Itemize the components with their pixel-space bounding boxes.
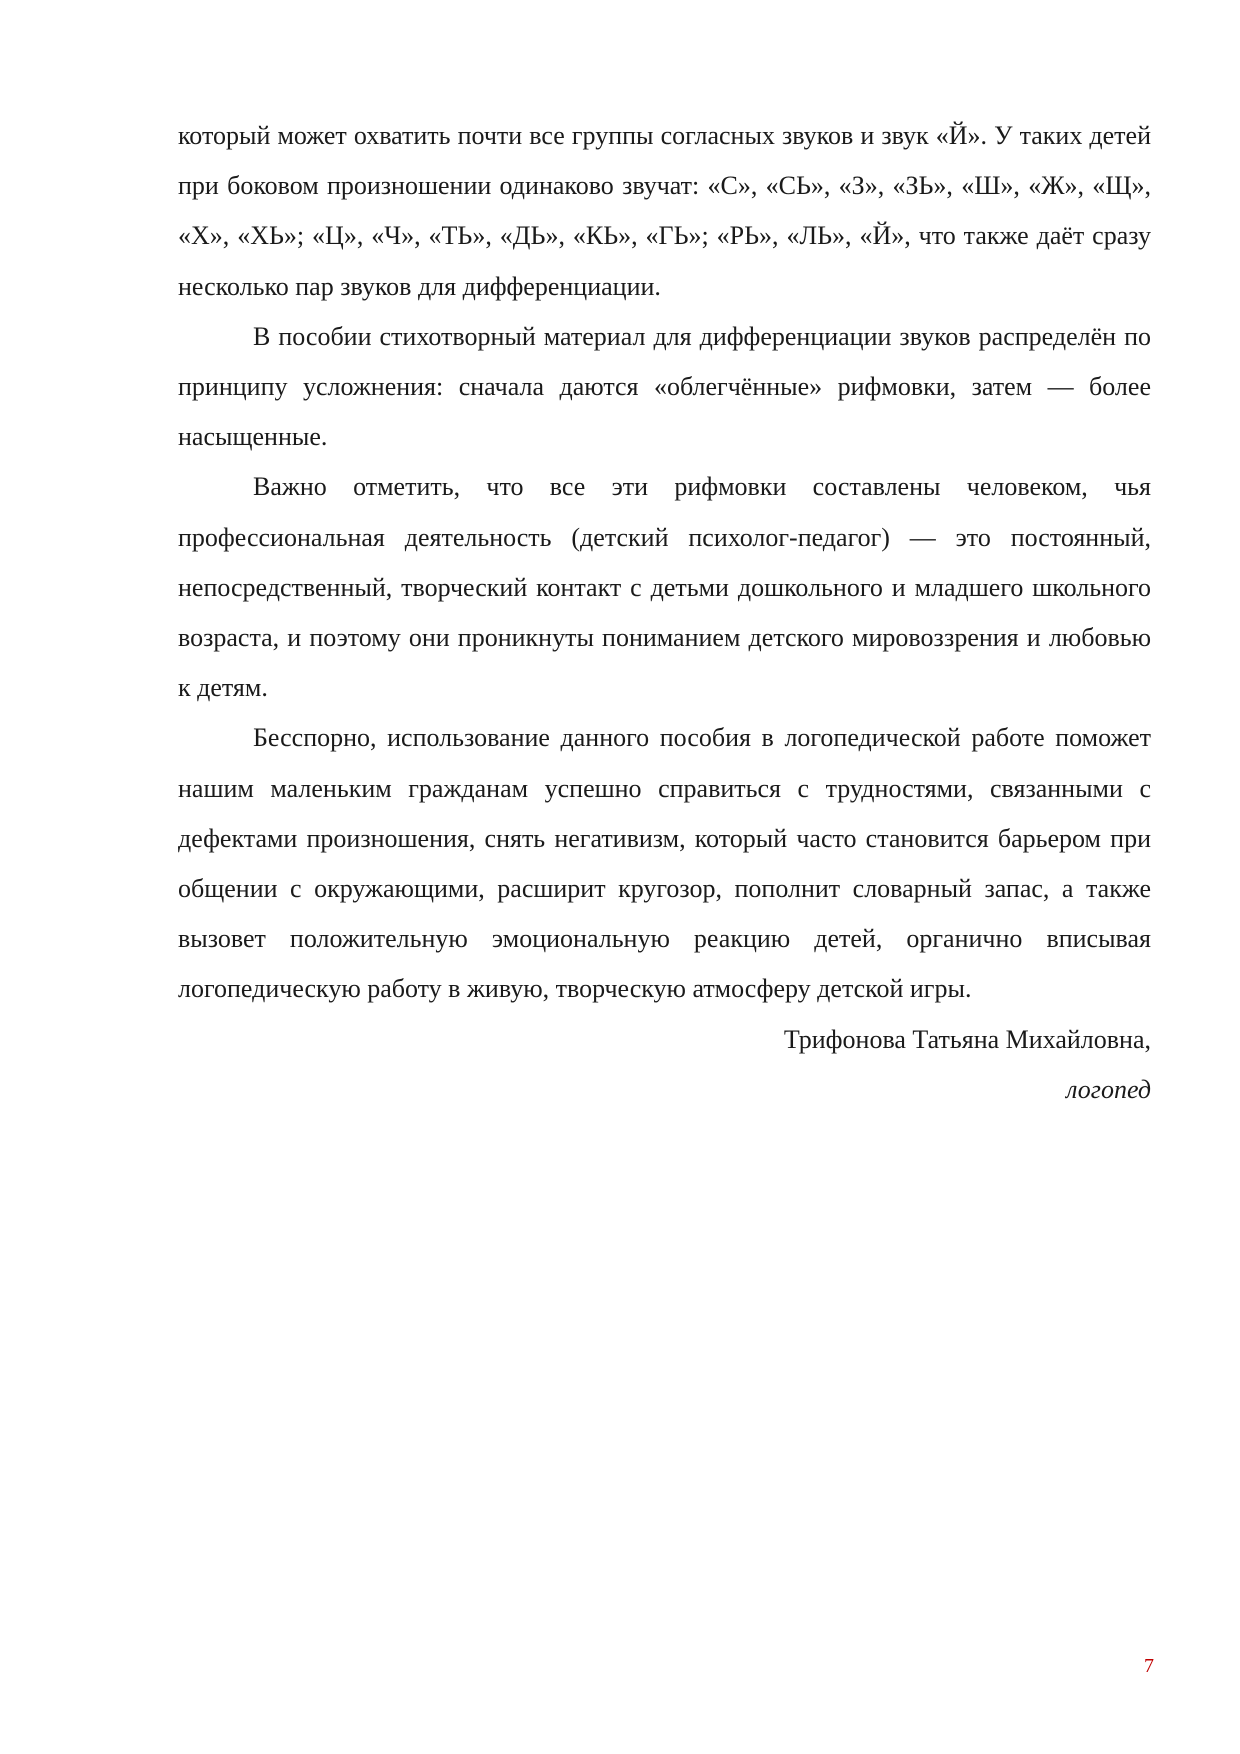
page-number: 7 [1144, 1655, 1154, 1677]
signature-role: логопед [1066, 1074, 1151, 1104]
paragraph-conclusion: Бесспорно, использование данного пособия в логопедической работе поможет нашим маленьким гражданам успешно справиться с трудностями, связанными с дефектами произношения, снять негативизм, который часто становится барьером при общении с окружающими, расширит кругозор, пополнит словарный запас, а также вызовет положительную эмоциональную реакцию детей, органично вписывая логопедическую работу в живую, творческую атмосферу детской игры. [178, 723, 1151, 1004]
body-text [178, 111, 1151, 1115]
signature-name: Трифонова Татьяна Михайловна, [783, 1024, 1151, 1054]
paragraph-author-note: Важно отметить, что все эти рифмовки составлены человеком, чья профессиональная деятельность (детский психолог-педагог) — это постоянный, непосредственный, творческий контакт с детьми дошкольного и младшего школьного возраста, и поэтому они проникнуты пониманием детского мировоззрения и любовью к детям. [178, 472, 1151, 703]
paragraph-material-distribution: В пособии стихотворный материал для дифференциации звуков распределён по принципу усложнения: сначала даются «облегчённые» рифмовки, затем — более насыщенные. [178, 321, 1151, 452]
paragraph-continuation: который может охватить почти все группы согласных звуков и звук «Й». У таких детей при боковом произношении одинаково звучат: «С», «СЬ», «З», «ЗЬ», «Ш», «Ж», «Щ», «Х», «ХЬ»; «Ц», «Ч», «ТЬ», «ДЬ», «КЬ», «ГЬ»; «РЬ», «ЛЬ», «Й», что также даёт сразу несколько пар звуков для дифференциации. [178, 121, 1151, 301]
